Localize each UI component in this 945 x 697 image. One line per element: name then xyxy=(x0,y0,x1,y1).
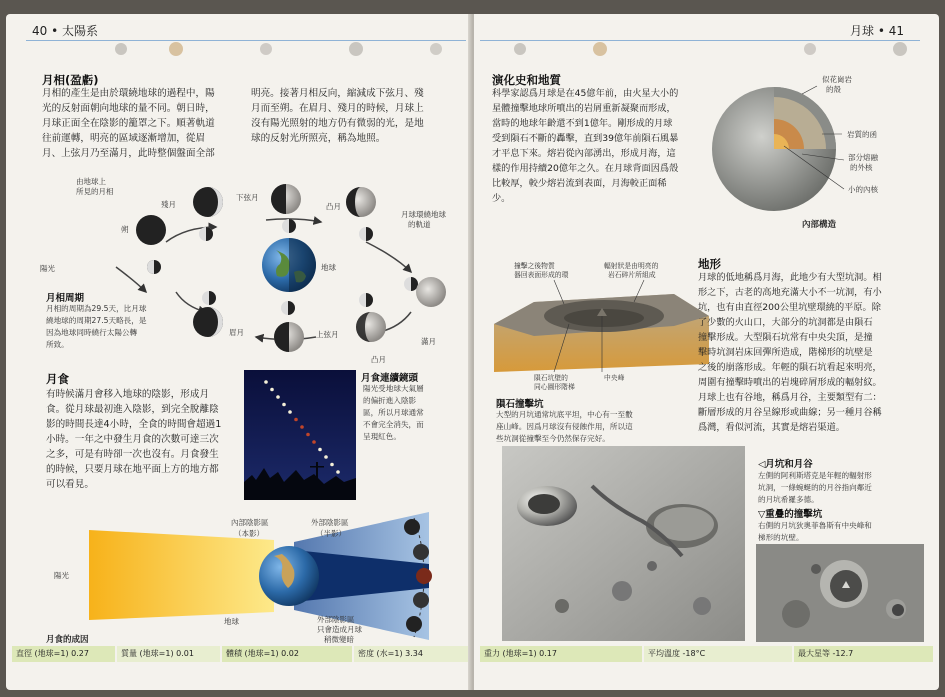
header-planet-strip-right xyxy=(480,40,920,58)
label-outer-core-1: 部分熔融 xyxy=(848,153,878,162)
landforms-title: 地形 xyxy=(698,257,721,271)
multi-impact-text: 右側的月坑狄奧菲魯斯有中央峰和 梯形的坑壁。 xyxy=(758,521,872,542)
right-page-header: 月球 • 41 xyxy=(850,24,904,38)
label-penumbra-2: （半影） xyxy=(316,529,346,538)
header-planet-strip xyxy=(26,40,466,58)
label-waning-crescent: 殘月 xyxy=(161,200,176,209)
phases-col2: 明亮。接著月相反向，縮減成下弦月、殘 月而至朔。在眉月、殘月的時候，月球上 沒有陽光照射的地方仍有微弱的光，是地 球的反射光所照亮，稱為地照。 xyxy=(251,88,424,144)
photo-caption-text: 陽光受地球大氣層 的偏折進入陰影 區，所以月球通常 不會完全消失，而 呈現紅色。 xyxy=(363,384,424,441)
label-last-quarter: 下弦月 xyxy=(236,193,259,202)
full-moon-icon xyxy=(416,277,446,307)
label-crust-1: 似花崗岩 xyxy=(822,75,852,84)
eclipse-dot xyxy=(324,455,328,459)
label-full-moon: 滿月 xyxy=(421,337,436,346)
label-earthshine-2: 所見的月相 xyxy=(76,187,114,196)
phases-col1: 月相的產生是由於環繞地球的過程中，陽 光的反射面朝向地球的量不同。朝日時， 月球正面全在陰影的籠罩之下。順著軌道 往前運轉，明亮的區域逐漸增加，從眉 月、上弦月乃至滿月，此時整個盤面全部 xyxy=(42,88,215,159)
label-crescent: 眉月 xyxy=(229,328,244,337)
eclipse-dot xyxy=(306,433,310,437)
eclipse-diagram xyxy=(34,502,464,644)
label-penumbra-note-3: 稍微變暗 xyxy=(324,635,354,644)
eclipse-text: 有時候滿月會移入地球的陰影，形成月 食。從月球最初進入陰影，到完全脫離陰 影的時間長達4小時，全食的時間會超過1 小時。一年之中發生月食的次數可達三次 之多，可是有時卻一次也沒有。月食發生 的時候，只要月球在地平面上方的地方都 可以看見。 xyxy=(46,389,222,490)
label-waning-gibbous: 凸月 xyxy=(326,202,341,211)
label-central-peak: 中央峰 xyxy=(604,374,625,382)
footer-mass: 質量 (地球=1) 0.01 xyxy=(117,646,220,662)
footer-volume: 體積 (地球=1) 0.02 xyxy=(222,646,352,662)
label-umbra-2: （本影） xyxy=(234,529,264,538)
left-page xyxy=(6,14,471,690)
crater-valley-photo xyxy=(502,446,745,641)
footer-magnitude: 最大星等 -12.7 xyxy=(794,646,933,662)
evolution-text: 科學家認爲月球是在45億年前，由火星大小的 星體撞擊地球所噴出的岩屑重新凝聚而形成， 當時的地球年齡還不到1億年。剛形成的月球 受到隕石不斷的轟擊，直到39億年前隕石風暴 才平息下來。熔岩從內部湧出，形成月海，這 樣的作用持續20億年之久。在月球背面因爲殼 比較厚，較少熔岩流到表面，月海較正面稀 少。 xyxy=(492,88,679,204)
label-inner-core: 小的內核 xyxy=(848,185,878,194)
eclipse-dot xyxy=(312,440,316,444)
label-penumbra-note-1: 外部陰影區 xyxy=(317,615,355,624)
eclipse-figure-title: 月食的成因 xyxy=(46,635,89,644)
eclipse-dot xyxy=(282,403,286,407)
eclipse-title: 月食 xyxy=(46,372,69,386)
eclipse-dot xyxy=(276,395,280,399)
label-penumbra-1: 外部陰影區 xyxy=(311,518,349,527)
overlapping-craters-photo xyxy=(756,544,924,642)
eclipse-dot xyxy=(288,410,292,414)
label-first-quarter: 上弦月 xyxy=(316,330,339,339)
crater-text: 大型的月坑通常坑底平坦，中心有一至數 座山峰。因爲月球沒有侵蝕作用，所以這 些坑洞從撞擊至今仍然保存完好。 xyxy=(496,410,633,443)
eclipse-dot xyxy=(264,380,268,384)
label-umbra-1: 內部陰影區 xyxy=(231,518,269,527)
left-page-header: 40 • 太陽系 xyxy=(32,24,98,38)
eclipse-dot xyxy=(318,448,322,452)
landforms-text: 月球的低地稱爲月海，此地少有大型坑洞。相 形之下，古老的高地充滿大小不一坑洞，有小 坑，也有由直徑200公里坑壁環繞的平原。除 了少數的火山口，大部分的坑洞都是由隕石 撞擊形成。大型隕石坑常有中央尖頂，是撞 擊時坑洞岩床回彈所造成，階梯形的坑壁是 之後的崩落形成。年輕的隕石坑看起來明亮， 周圍有撞擊時噴出的岩塊碎屑形成的輻射紋。 月球上也有谷地，稱爲月谷，主要類型有二： 斷層形成的月谷呈線形或曲線；另一種月谷稱 爲灣，看似河流，其實是熔岩渠道。 xyxy=(698,272,882,433)
label-new-moon: 朔 xyxy=(121,225,129,234)
right-page xyxy=(474,14,939,690)
new-moon-icon xyxy=(136,215,166,245)
label-orbit-2: 的軌道 xyxy=(408,220,431,229)
footer-diameter: 直徑 (地球=1) 0.27 xyxy=(12,646,115,662)
multi-impact-title: ▽重疊的撞擊坑 xyxy=(758,509,823,520)
label-sunlight: 陽光 xyxy=(40,264,55,273)
valley-text: 左側的阿利斯塔克是年輕的輻射形 坑洞，一條蜿蜒的的月谷指向鄰近 的月坑希羅多德。 xyxy=(758,471,872,504)
label-rays-2: 岩石碎片所組成 xyxy=(608,271,656,279)
crater-title: 隕石撞擊坑 xyxy=(496,399,544,410)
structure-title: 內部構造 xyxy=(802,220,837,230)
label-orbit-1: 月球環繞地球 xyxy=(401,210,446,219)
label-eclipse-sunlight: 陽光 xyxy=(54,571,69,580)
crater-diagram xyxy=(494,254,714,394)
label-penumbra-note-2: 只會造成月球 xyxy=(317,625,362,634)
label-eclipse-earth: 地球 xyxy=(224,617,239,626)
internal-structure-diagram xyxy=(712,64,932,234)
cycle-text: 月相的周期為29.5天，比月球 繞地球的周期27.5天略長，是 因為地球同時繞行太陽公轉 所致。 xyxy=(46,304,147,349)
evolution-title: 演化史和地質 xyxy=(492,73,561,87)
eclipse-dot xyxy=(300,425,304,429)
label-earthshine-1: 由地球上 xyxy=(76,177,106,186)
photo-caption-title: 月食連續鏡頭 xyxy=(361,373,419,384)
label-ring-2: 器回表面形成的環 xyxy=(514,271,569,279)
eclipse-dot xyxy=(330,463,334,467)
open-book xyxy=(6,14,939,690)
label-mantle: 岩質的函 xyxy=(847,130,877,139)
phases-title: 月相(盈虧) xyxy=(42,73,99,87)
footer-gravity: 重力 (地球=1) 0.17 xyxy=(480,646,642,662)
eclipse-dot xyxy=(270,388,274,392)
footer-temperature: 平均溫度 -18°C xyxy=(644,646,792,662)
label-terrace-1: 隕石坑壁的 xyxy=(534,374,568,382)
label-ring-1: 撞擊之後物質 xyxy=(514,262,555,270)
label-crust-2: 的殼 xyxy=(826,85,841,94)
label-waxing-gibbous: 凸月 xyxy=(371,355,386,364)
valley-title: ◁月坑和月谷 xyxy=(758,459,813,470)
cycle-title: 月相周期 xyxy=(46,293,85,304)
label-rays-1: 輻射狀是由明亮的 xyxy=(604,262,659,270)
label-earth: 地球 xyxy=(321,263,336,272)
eclipse-dot xyxy=(336,470,340,474)
eclipse-dot xyxy=(294,418,298,422)
footer-density: 密度 (水=1) 3.34 xyxy=(354,646,468,662)
label-terrace-2: 同心圓形階梯 xyxy=(534,383,575,391)
eclipse-sequence-photo xyxy=(244,370,356,500)
label-outer-core-2: 的外核 xyxy=(850,163,873,172)
